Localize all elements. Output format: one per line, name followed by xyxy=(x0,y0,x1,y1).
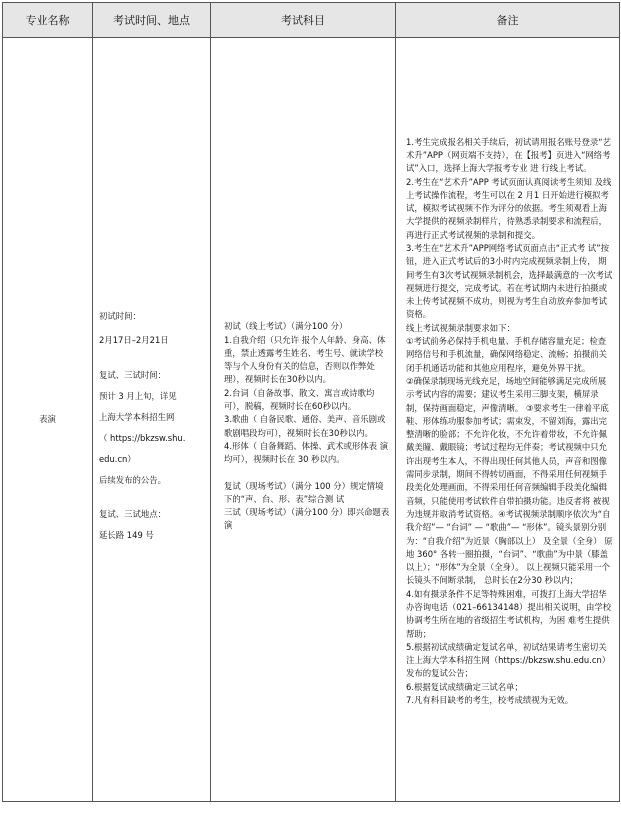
header-subject: 考试科目 xyxy=(211,3,396,38)
third-test-description: 三试（现场考试）（满分100 分）即兴命题表演 xyxy=(224,507,390,531)
major-name: 表演 xyxy=(39,413,56,424)
major-cell xyxy=(3,38,93,802)
first-test-dates: 2月17日–2月21日 xyxy=(99,334,169,345)
retest-time-line: 后续发布的公告。 xyxy=(99,474,166,485)
header-row xyxy=(3,3,620,38)
table-row xyxy=(3,38,620,802)
time-place-cell xyxy=(93,38,211,802)
note-item: 4.如有摄录条件不足等特殊困难，可拨打上海大学招华办咨询电话（021–66134148）提出相关说明，由学校协调考生所在地的省级招生考试机构，为困 难考生提供帮助； xyxy=(406,588,612,639)
retest-time-line: edu.cn） xyxy=(99,453,136,464)
header-time-place: 考试时间、地点 xyxy=(93,3,211,38)
subject-item: 4.形体（ 自备舞蹈、体操、武术或形体表 演均可），视频时长在 30 秒以内。 xyxy=(224,440,389,465)
retest-time-line: 预计 3 月上旬，详见 xyxy=(99,390,177,401)
retest-time-line: （ https://bkzsw.shu. xyxy=(99,432,186,443)
note-item: 1.考生完成报名相关手续后，初试请用报名账号登录“艺术升”APP（网页端不支持），在【报考】页进入“网络考试”入口，选择上海大学报考专业 进 行线上考试。 xyxy=(406,136,611,174)
note-item: 5.根据初试成绩确定复试名单，初试结果请考生密切关注上海大学本科招生网（https://bkzsw.shu.edu.cn）发布的复试公告； xyxy=(406,641,611,679)
header-major: 专业名称 xyxy=(3,3,93,38)
note-item: ②确保录制现场光线充足，场地空间能够满足完成所展示考试内容的需要；建议考生采用三脚支架，横屏录制，保持画面稳定，声像清晰。 ③要求考生一律着平底鞋、形体练功服参加考试；需束发，不留刘海，露出完整清晰的脸部；不允许化妆，不允许着带妆，不允许佩戴美瞳、戴眼镜；考试过程均无伴奏；考试视频中只允许出现考生本人，不得出现任何其他人员，声音和图像需同步录制，期间不得转切画面，不得采用任何视频手段美化处理画面，不得采用任何音频编辑手段美化编辑音频，只能使用考试软件自带拍摄功能。违反者将 被视为违规并取消考试资格。④考试视频录制顺序依次为“自我介绍”— “台词” — “歌曲”— “形体”。镜头景别分别为：“自我介绍”为近景（胸部以上） 及全景（全身） 原地 360° 各转一圈拍摄，“台词”、“歌曲”为中景（膝盖以上）；“形体”为全景（全身）。 以上视频只能采用一个长镜头不间断录制， 总时长在2分30 秒以内； xyxy=(406,375,613,586)
retest-description: 复试（现场考试）（满分 100 分）规定情境下的“声、台、形、表”综合测 试 xyxy=(224,480,384,504)
first-test-label: 初试时间： xyxy=(99,310,141,321)
subject-cell xyxy=(211,38,396,802)
retest-time-line: 上海大学本科招生网 xyxy=(99,411,175,422)
notes-cell xyxy=(396,38,620,802)
retest-place-label: 复试、三试地点： xyxy=(99,508,166,519)
admission-table xyxy=(2,2,620,802)
subject-item: 2.台词（自备故事、散文、寓言或诗歌均可），脱稿，视频时长在60秒以内。 xyxy=(224,387,375,412)
subject-item: 3.歌曲（ 自备民歌、通俗、美声、音乐剧或歌剧唱段均可），视频时长在30秒以内。 xyxy=(224,414,386,438)
note-item: 2.考生在“艺术升”APP 考试页面认真阅读考生须知 及线上考试操作流程，考生可以在 2 月1 日开始进行模拟考试，模拟考试视频不作为评分的依据。考生须观看上海大学提供的视频录制样片，待熟悉录制要求和流程后，再进行正式考试视频的录制和提交。 xyxy=(406,176,612,240)
retest-time-label: 复试、三试时间： xyxy=(99,369,166,380)
note-item: ①考试前务必保持手机电量、手机存储容量充足；检查网络信号和手机流量，确保网络稳定、流畅；拍摄前关闭手机通话功能和其他应用程序，避免外界干扰。 xyxy=(406,336,607,373)
note-item: 6.根据复试成绩确定三试名单； xyxy=(406,681,523,692)
note-item: 线上考试视频录制要求如下： xyxy=(406,322,515,333)
note-item: 7.凡有科目缺考的考生，校考成绩视为无效。 xyxy=(406,695,574,706)
subject-item: 1.自我介绍（只允许 报个人年龄、身高、体重，禁止透露考生姓名、考生号、就读学校等与个人身份有关的信息，否则以作弊处理），视频时长在30秒以内。 xyxy=(224,334,386,385)
header-notes: 备注 xyxy=(396,3,620,38)
online-test-title: 初试（线上考试）（满分100 分） xyxy=(224,321,348,332)
retest-place-value: 延长路 149 号 xyxy=(99,529,154,540)
note-item: 3.考生在“艺术升”APP网络考试页面点击“正式考 试”按钮，进入正式考试后的3小时内完成视频录制上传， 期间考生有3次考试视频录制机会，选择最满意的一次考试视频进行提交，完成考试。若在考试期内未进行拍摄或未上传考试视频不成功，则视为考生自动放弃参加考试资格。 xyxy=(406,242,613,320)
